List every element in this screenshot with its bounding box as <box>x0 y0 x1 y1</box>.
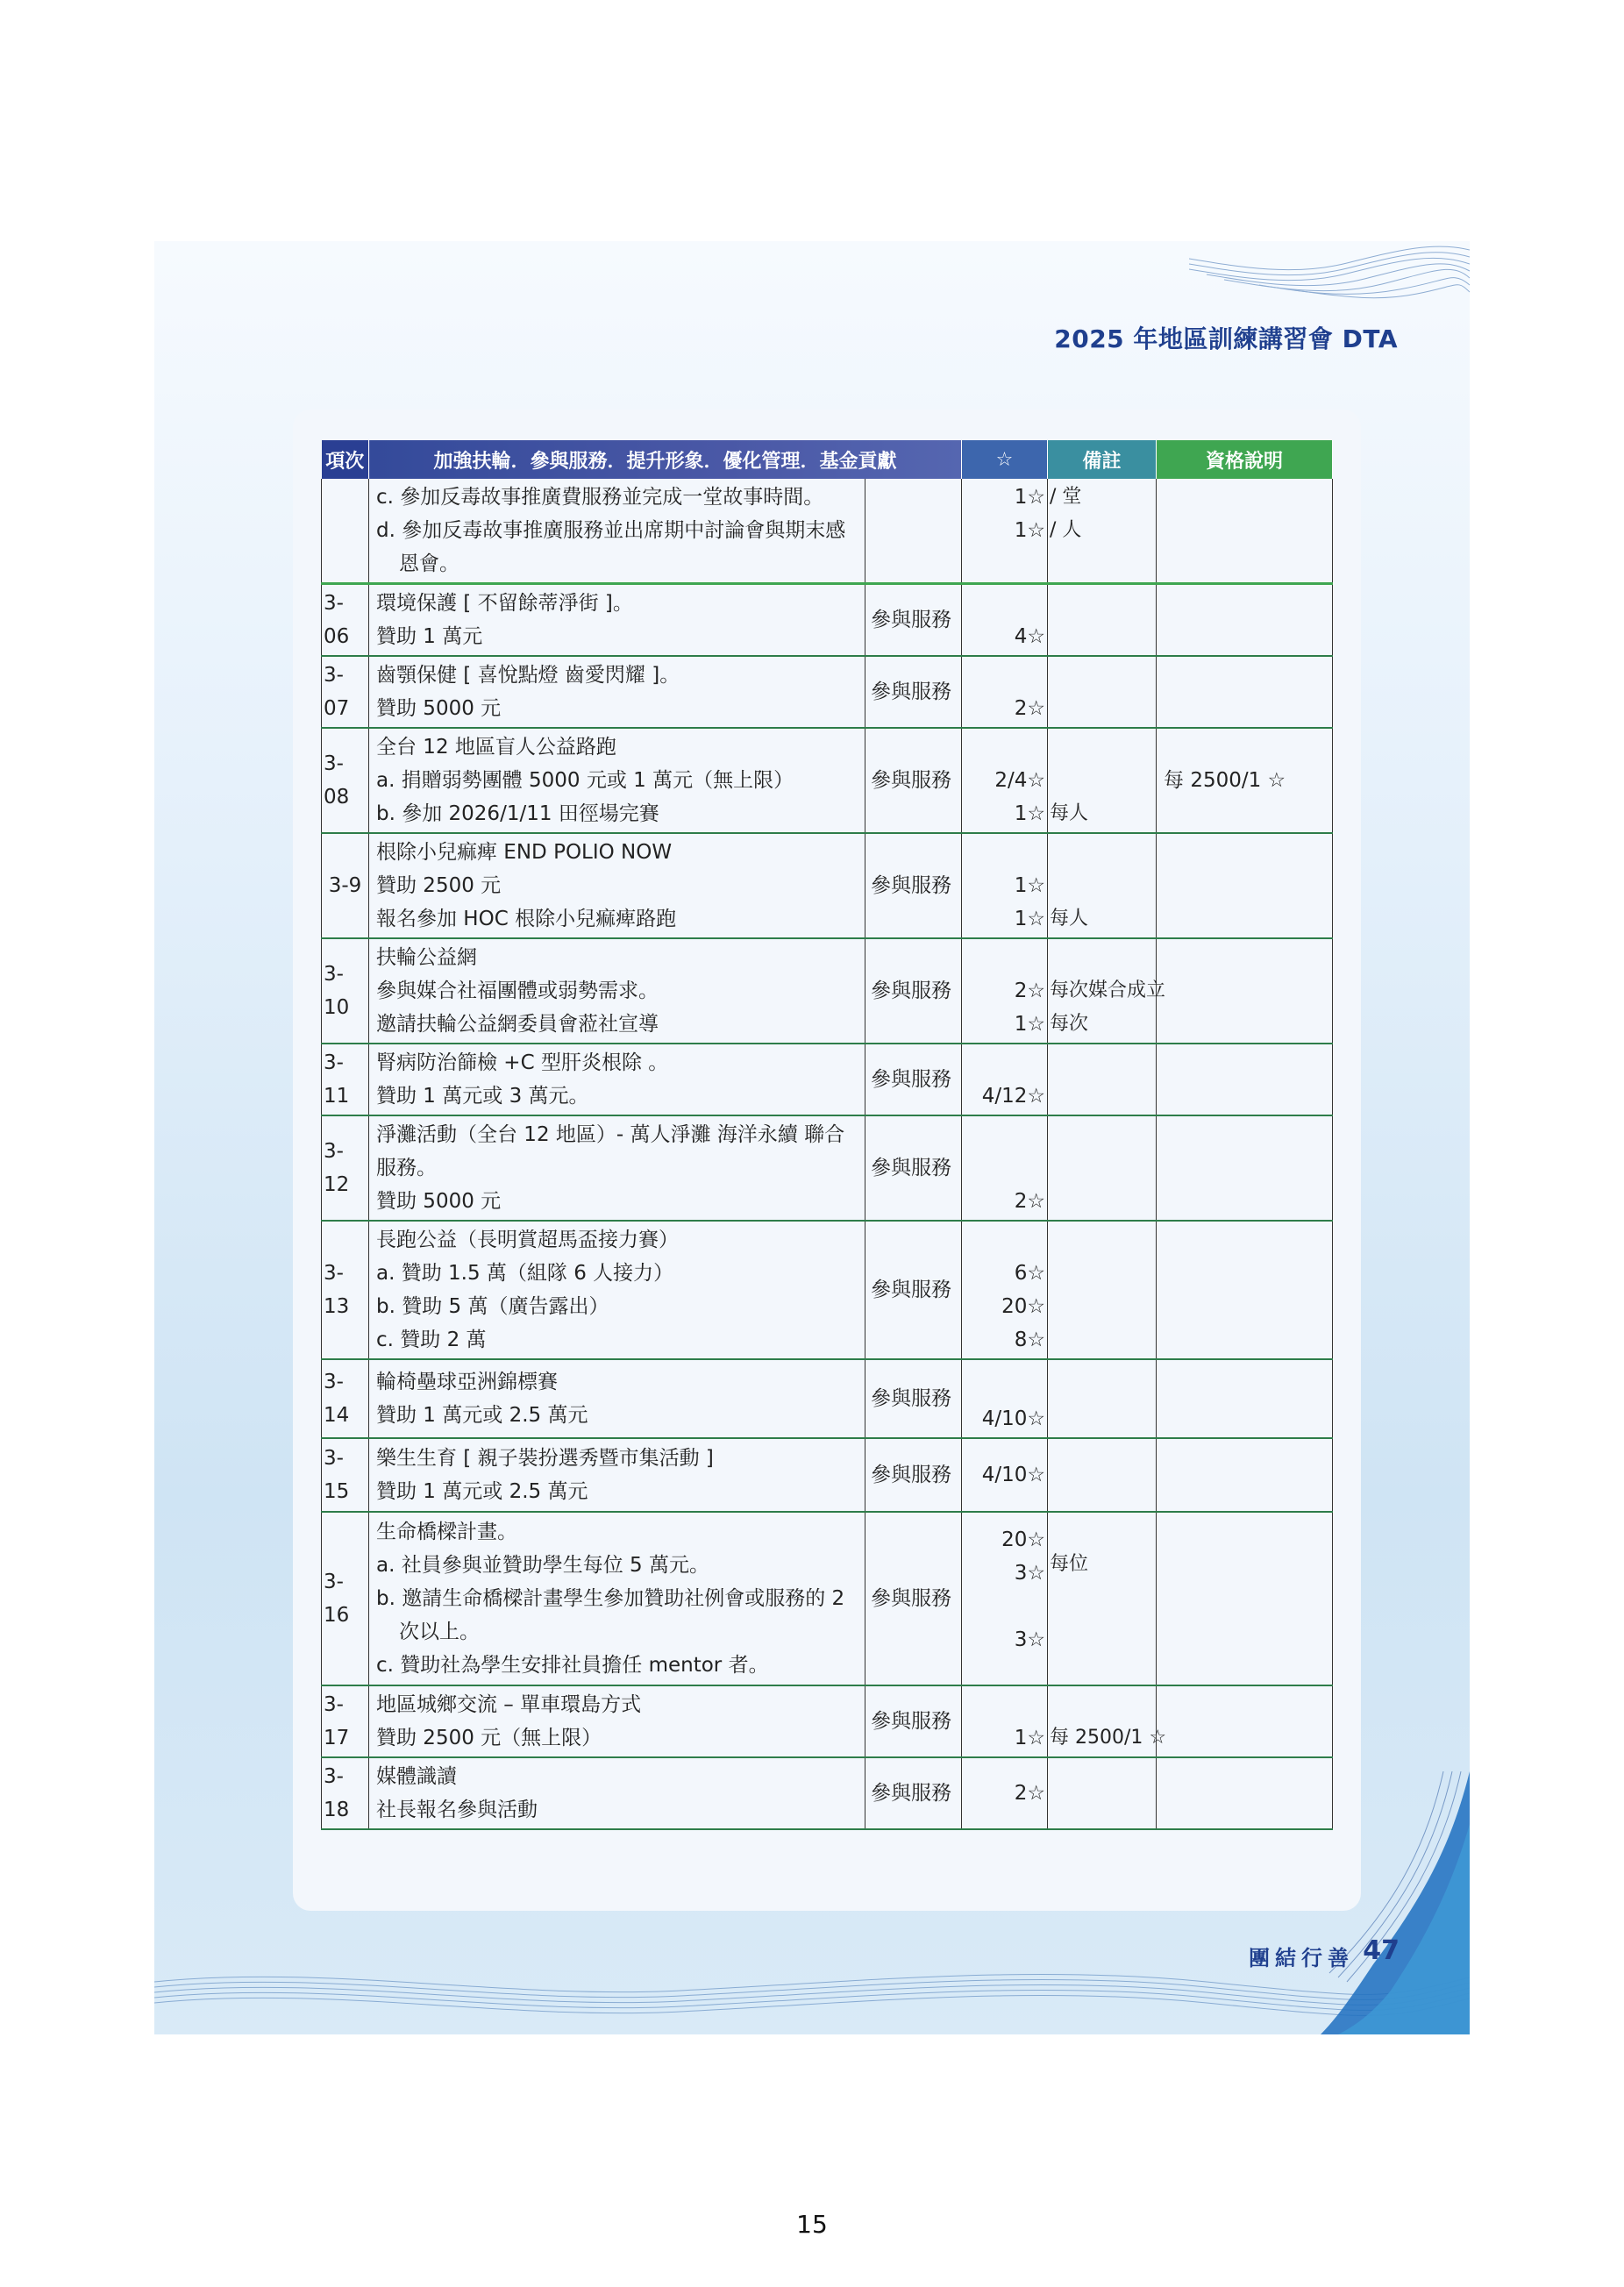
row-qualification <box>1157 1044 1333 1115</box>
star-value: 3☆ <box>1014 1562 1046 1585</box>
row-stars <box>962 1115 1048 1221</box>
row-line: 根除小兒痲痺 END POLIO NOW <box>376 841 673 864</box>
row-stars <box>962 1685 1048 1757</box>
row-description <box>369 584 865 657</box>
note-value: 每位 <box>1050 1553 1089 1575</box>
table-row <box>322 656 1333 728</box>
note-value: 每人 <box>1050 802 1089 824</box>
row-stars <box>962 1757 1048 1829</box>
header-stars: ☆ <box>962 440 1048 479</box>
row-qualification: 每 2500/1 ☆ <box>1157 728 1333 833</box>
row-id: 3-11 <box>322 1044 369 1115</box>
row-id: 3-17 <box>322 1685 369 1757</box>
row-qualification <box>1157 584 1333 657</box>
row-line: 社長報名參與活動 <box>376 1799 538 1821</box>
row-id: 3-18 <box>322 1757 369 1829</box>
row-line: 樂生生育 [ 親子裝扮選秀暨市集活動 ] <box>376 1447 714 1470</box>
star-value: 4/10☆ <box>981 1464 1046 1486</box>
table-row <box>322 1359 1333 1438</box>
star-value: 2/4☆ <box>994 769 1046 792</box>
row-notes <box>1048 1685 1167 1757</box>
table-row <box>322 479 1333 584</box>
star-value: 2☆ <box>1014 1782 1046 1805</box>
star-value: 2☆ <box>1014 980 1046 1002</box>
star-value: 4/12☆ <box>981 1085 1046 1108</box>
row-notes <box>1048 479 1157 584</box>
row-id: 3-13 <box>322 1221 369 1359</box>
footer-label: 團結行善 <box>1249 1946 1354 1970</box>
row-notes <box>1048 1438 1157 1512</box>
row-notes <box>1048 728 1157 833</box>
row-line: 服務。 <box>376 1157 437 1179</box>
star-value: 4/10☆ <box>981 1407 1046 1430</box>
row-line: 贊助 5000 元 <box>376 697 502 720</box>
row-line: 腎病防治篩檢 +C 型肝炎根除 。 <box>376 1051 669 1074</box>
star-value: 1☆ <box>1014 1013 1046 1036</box>
row-qualification <box>1157 1512 1333 1685</box>
header-title: 2025 年地區訓練講習會 DTA <box>1054 324 1398 353</box>
row-type: 參與服務 <box>865 1115 962 1221</box>
row-line: 贊助 1 萬元或 3 萬元。 <box>376 1085 589 1108</box>
row-notes <box>1048 1115 1157 1221</box>
star-value: 4☆ <box>1014 625 1046 648</box>
row-line: c. 贊助社為學生安排社員擔任 mentor 者。 <box>376 1654 769 1677</box>
row-line: 贊助 1 萬元或 2.5 萬元 <box>376 1404 588 1427</box>
row-description <box>369 1685 865 1757</box>
table-row <box>322 833 1333 938</box>
row-qualification <box>1157 1438 1333 1512</box>
row-notes <box>1048 833 1157 938</box>
star-value: 3☆ <box>1014 1628 1046 1651</box>
row-description <box>369 833 865 938</box>
row-description <box>369 728 865 833</box>
row-line: 贊助 2500 元 <box>376 874 502 897</box>
row-notes <box>1048 1044 1157 1115</box>
row-qualification <box>1157 1757 1333 1829</box>
row-stars <box>962 728 1048 833</box>
row-qualification <box>1157 656 1333 728</box>
star-value: 1☆ <box>1014 874 1046 897</box>
row-line: 扶輪公益網 <box>376 946 477 969</box>
row-id: 3-06 <box>322 584 369 657</box>
row-description <box>369 1757 865 1829</box>
row-id: 3-16 <box>322 1512 369 1685</box>
row-notes <box>1048 1512 1157 1685</box>
row-qualification <box>1157 1221 1333 1359</box>
row-stars <box>962 479 1048 584</box>
row-line: 贊助 5000 元 <box>376 1190 502 1213</box>
row-type: 參與服務 <box>865 1757 962 1829</box>
row-line: 參與媒合社福團體或弱勢需求。 <box>376 980 659 1002</box>
row-stars <box>962 584 1048 657</box>
row-line: c. 贊助 2 萬 <box>376 1329 487 1351</box>
table-row <box>322 1438 1333 1512</box>
row-notes <box>1048 1221 1157 1359</box>
table-row <box>322 1044 1333 1115</box>
row-qualification <box>1157 479 1333 584</box>
table-row <box>322 584 1333 657</box>
row-qualification <box>1157 1685 1333 1757</box>
row-notes <box>1048 656 1157 728</box>
header-notes: 備註 <box>1048 440 1157 479</box>
row-notes <box>1048 938 1166 1044</box>
row-description <box>369 938 865 1044</box>
table-row <box>322 1221 1333 1359</box>
row-line: 長跑公益（長明賞超馬盃接力賽） <box>376 1229 679 1251</box>
row-id: 3-08 <box>322 728 369 833</box>
row-line: 輪椅壘球亞洲錦標賽 <box>376 1371 558 1393</box>
row-stars <box>962 656 1048 728</box>
star-value: 1☆ <box>1014 908 1046 930</box>
row-qualification <box>1157 938 1333 1044</box>
note-value: / 人 <box>1050 519 1082 541</box>
note-value: 每人 <box>1050 908 1089 930</box>
row-line: d. 參加反毒故事推廣服務並出席期中討論會與期末感 <box>376 519 846 542</box>
row-notes <box>1048 1359 1157 1438</box>
row-id <box>322 479 369 584</box>
row-id: 3-15 <box>322 1438 369 1512</box>
star-value: 20☆ <box>1001 1528 1046 1551</box>
row-line: 報名參加 HOC 根除小兒痲痺路跑 <box>376 908 677 930</box>
row-id: 3-07 <box>322 656 369 728</box>
row-type: 參與服務 <box>865 728 962 833</box>
row-line: b. 參加 2026/1/11 田徑場完賽 <box>376 802 659 825</box>
row-line: b. 贊助 5 萬（廣告露出） <box>376 1295 609 1318</box>
row-type: 參與服務 <box>865 1685 962 1757</box>
row-type: 參與服務 <box>865 938 962 1044</box>
service-table <box>321 440 1333 1830</box>
footer-page: 47 <box>1363 1935 1400 1966</box>
star-value: 2☆ <box>1014 1190 1046 1213</box>
row-qualification <box>1157 1115 1333 1221</box>
row-id: 3-10 <box>322 938 369 1044</box>
row-notes <box>1048 1757 1157 1829</box>
table-row <box>322 728 1333 833</box>
row-line: 生命橋樑計畫。 <box>376 1521 517 1543</box>
row-line: b. 邀請生命橋樑計畫學生參加贊助社例會或服務的 2 <box>376 1587 845 1610</box>
row-stars <box>962 1044 1048 1115</box>
row-id: 3-14 <box>322 1359 369 1438</box>
row-type: 參與服務 <box>865 584 962 657</box>
row-type: 參與服務 <box>865 833 962 938</box>
star-value: 1☆ <box>1014 1727 1046 1749</box>
star-value: 8☆ <box>1014 1329 1046 1351</box>
row-line: 齒顎保健 [ 喜悅點燈 齒愛閃耀 ]。 <box>376 664 680 687</box>
star-value: 6☆ <box>1014 1262 1046 1285</box>
row-line: 贊助 2500 元（無上限） <box>376 1727 602 1749</box>
note-value: 每次 <box>1050 1013 1089 1035</box>
row-stars <box>962 1221 1048 1359</box>
row-line: 贊助 1 萬元或 2.5 萬元 <box>376 1480 588 1503</box>
row-description <box>369 1512 865 1685</box>
wave-decoration-top <box>1189 241 1470 324</box>
star-value: 1☆ <box>1014 802 1046 825</box>
row-id: 3-9 <box>322 833 369 938</box>
table-row <box>322 938 1333 1044</box>
row-line: 地區城鄉交流 – 單車環島方式 <box>376 1693 642 1716</box>
row-notes <box>1048 584 1157 657</box>
row-description <box>369 1438 865 1512</box>
note-value: 每 2500/1 ☆ <box>1050 1727 1167 1749</box>
wave-decoration-corner <box>1321 1771 1470 2034</box>
row-type: 參與服務 <box>865 1359 962 1438</box>
row-description <box>369 1221 865 1359</box>
row-description <box>369 1115 865 1221</box>
row-type: 參與服務 <box>865 1512 962 1685</box>
row-qualification <box>1157 833 1333 938</box>
row-line: 環境保護 [ 不留餘蒂淨街 ]。 <box>376 592 633 615</box>
table-row <box>322 1757 1333 1829</box>
star-value: 2☆ <box>1014 697 1046 720</box>
row-stars <box>962 1359 1048 1438</box>
table-row <box>322 1115 1333 1221</box>
header-item-no: 項次 <box>322 440 369 479</box>
row-description <box>369 1359 865 1438</box>
row-line: a. 社員參與並贊助學生每位 5 萬元。 <box>376 1554 709 1577</box>
row-stars <box>962 833 1048 938</box>
row-type <box>865 479 962 584</box>
row-description <box>369 1044 865 1115</box>
row-line: a. 捐贈弱勢團體 5000 元或 1 萬元（無上限） <box>376 769 794 792</box>
table-row <box>322 1512 1333 1685</box>
row-type: 參與服務 <box>865 656 962 728</box>
star-value: 1☆ <box>1014 486 1046 509</box>
row-line: 恩會。 <box>399 552 459 575</box>
row-line: 全台 12 地區盲人公益路跑 <box>376 736 616 759</box>
note-value: 每次媒合成立 <box>1050 980 1166 1001</box>
table-header-row <box>322 440 1333 479</box>
header-category: 加強扶輪．參與服務．提升形象．優化管理．基金貢獻 <box>369 440 962 479</box>
star-value: 1☆ <box>1014 519 1046 542</box>
header-qualification: 資格說明 <box>1157 440 1333 479</box>
note-value: / 堂 <box>1050 486 1082 508</box>
row-line: a. 贊助 1.5 萬（組隊 6 人接力） <box>376 1262 674 1285</box>
page-number: 15 <box>796 2210 828 2239</box>
row-line: 次以上。 <box>399 1621 480 1643</box>
row-description <box>369 656 865 728</box>
star-value: 20☆ <box>1001 1295 1046 1318</box>
row-stars <box>962 1512 1048 1685</box>
row-line: c. 參加反毒故事推廣費服務並完成一堂故事時間。 <box>376 486 824 509</box>
row-stars <box>962 1438 1048 1512</box>
row-type: 參與服務 <box>865 1221 962 1359</box>
row-qualification <box>1157 1359 1333 1438</box>
row-line: 淨灘活動（全台 12 地區）- 萬人淨灘 海洋永續 聯合 <box>376 1123 845 1146</box>
row-description <box>369 479 865 584</box>
row-line: 贊助 1 萬元 <box>376 625 483 648</box>
row-stars <box>962 938 1048 1044</box>
row-type: 參與服務 <box>865 1438 962 1512</box>
row-type: 參與服務 <box>865 1044 962 1115</box>
row-id: 3-12 <box>322 1115 369 1221</box>
row-line: 邀請扶輪公益網委員會蒞社宣導 <box>376 1013 659 1036</box>
row-line: 媒體識讀 <box>376 1765 457 1788</box>
table-row <box>322 1685 1333 1757</box>
